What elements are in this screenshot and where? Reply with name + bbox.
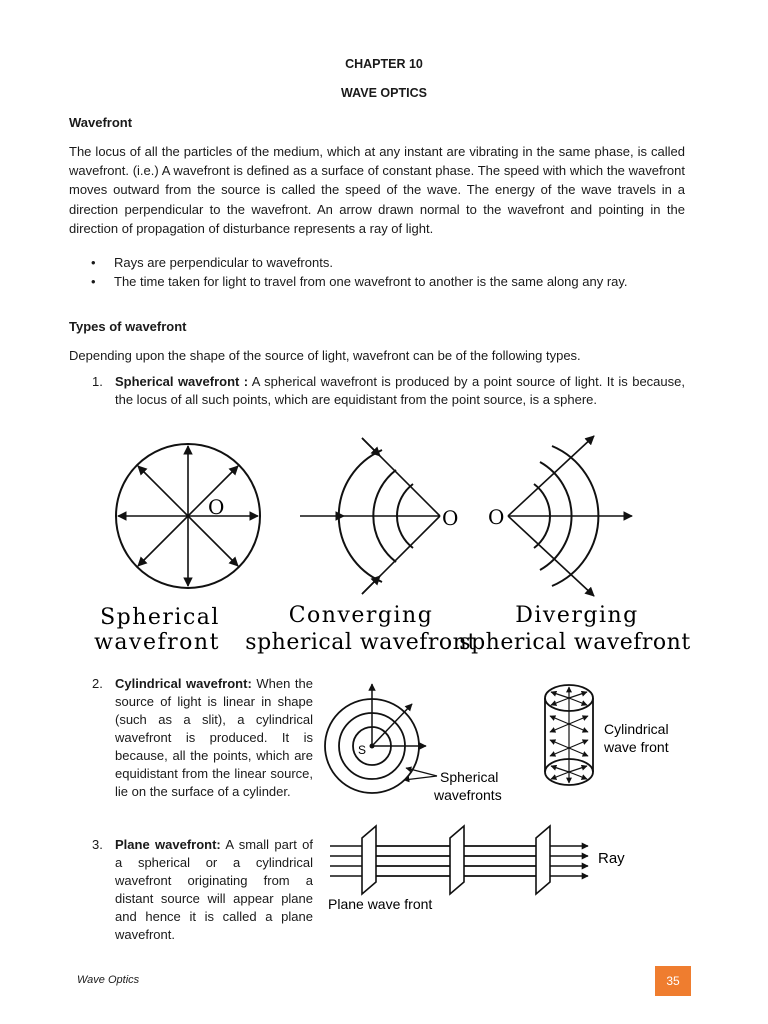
list-item-spherical xyxy=(92,373,685,409)
figure-label: Ray xyxy=(598,850,625,867)
footer-label: Wave Optics xyxy=(77,974,140,986)
cylinder-diagram xyxy=(545,685,669,785)
figure-label: Spherical xyxy=(440,769,499,785)
figure-caption: Converging xyxy=(288,603,434,628)
wavefront-paragraph: The locus of all the particles of the medium, which at any instant are vibrating in the same phase, is called wavefront. (i.e.) A wavefront is defined as a surface of constant phase. The speed with which the wavefront moves outward from the source is called the speed of the wave. The energy of the wave travels in a direction perpendicular to the wavefront. An arrow drawn normal to the wavefront and pointing in the direction of propagation of disturbance represents a ray of light. xyxy=(69,144,685,236)
figure-label: Cylindrical xyxy=(604,721,669,737)
figure-label: wave front xyxy=(604,739,669,755)
item-number: 2. xyxy=(92,676,103,691)
item-term: Plane wavefront: xyxy=(115,837,221,852)
cylindrical-wavefront-figure xyxy=(322,676,692,810)
bullet-text: Rays are perpendicular to wavefronts. xyxy=(114,255,333,270)
chapter-number: CHAPTER 10 xyxy=(345,57,423,71)
list-item xyxy=(69,254,674,273)
bullet-icon: • xyxy=(91,255,96,270)
item-number: 1. xyxy=(92,374,103,389)
list-item-plane xyxy=(92,836,314,944)
point-source-diagram xyxy=(325,684,502,803)
section-heading-types: Types of wavefront xyxy=(69,319,187,334)
bullet-text: The time taken for light to travel from one wavefront to another is the same along any ray. xyxy=(114,273,628,289)
source-label: O xyxy=(488,505,505,529)
item-number: 3. xyxy=(92,837,103,852)
figure-caption: wavefront xyxy=(94,630,220,655)
list-item-cylindrical xyxy=(92,675,314,801)
source-label: S xyxy=(358,743,367,757)
figure-caption: Diverging xyxy=(515,603,639,628)
figure-caption: Plane wave front xyxy=(328,896,433,912)
figure-caption: spherical wavefront xyxy=(459,630,691,655)
spherical-wavefront-figures xyxy=(94,432,700,660)
spherical-diagram xyxy=(94,444,260,655)
bullet-icon: • xyxy=(91,273,96,289)
diverging-diagram xyxy=(459,436,690,655)
item-term: Cylindrical wavefront: xyxy=(115,676,252,691)
plane-wavefront-figure xyxy=(326,820,636,920)
converging-diagram xyxy=(245,438,476,655)
source-label: O xyxy=(442,506,459,530)
wavefront-bullet-list xyxy=(69,254,685,291)
item-text: A spherical wavefront is produced by a point source of light. It is because, the locus of all such points, which are equidistant from the point source, is a sphere. xyxy=(115,374,685,407)
figure-caption: Spherical xyxy=(100,605,220,630)
page-number-badge: 35 xyxy=(655,966,691,996)
figure-caption: spherical wavefront xyxy=(245,630,477,655)
types-intro: Depending upon the shape of the source of light, wavefront can be of the following types. xyxy=(69,348,581,363)
figure-label: wavefronts xyxy=(434,787,502,803)
chapter-title: WAVE OPTICS xyxy=(341,86,427,100)
list-item xyxy=(69,273,674,292)
source-label: O xyxy=(208,495,225,519)
section-heading-wavefront: Wavefront xyxy=(69,115,133,130)
item-term: Spherical wavefront : xyxy=(115,374,249,389)
item-text: A small part of a spherical or a cylindrical wavefront originating from a distant source will appear plane and hence it is called a plane wavefront. xyxy=(115,837,314,942)
item-text: When the source of light is linear in shape (such as a slit), a cylindrical wavefront is produced. It is because, all the points, which are equidistant from the linear source, lie on the surface of a cylinder. xyxy=(115,676,314,799)
